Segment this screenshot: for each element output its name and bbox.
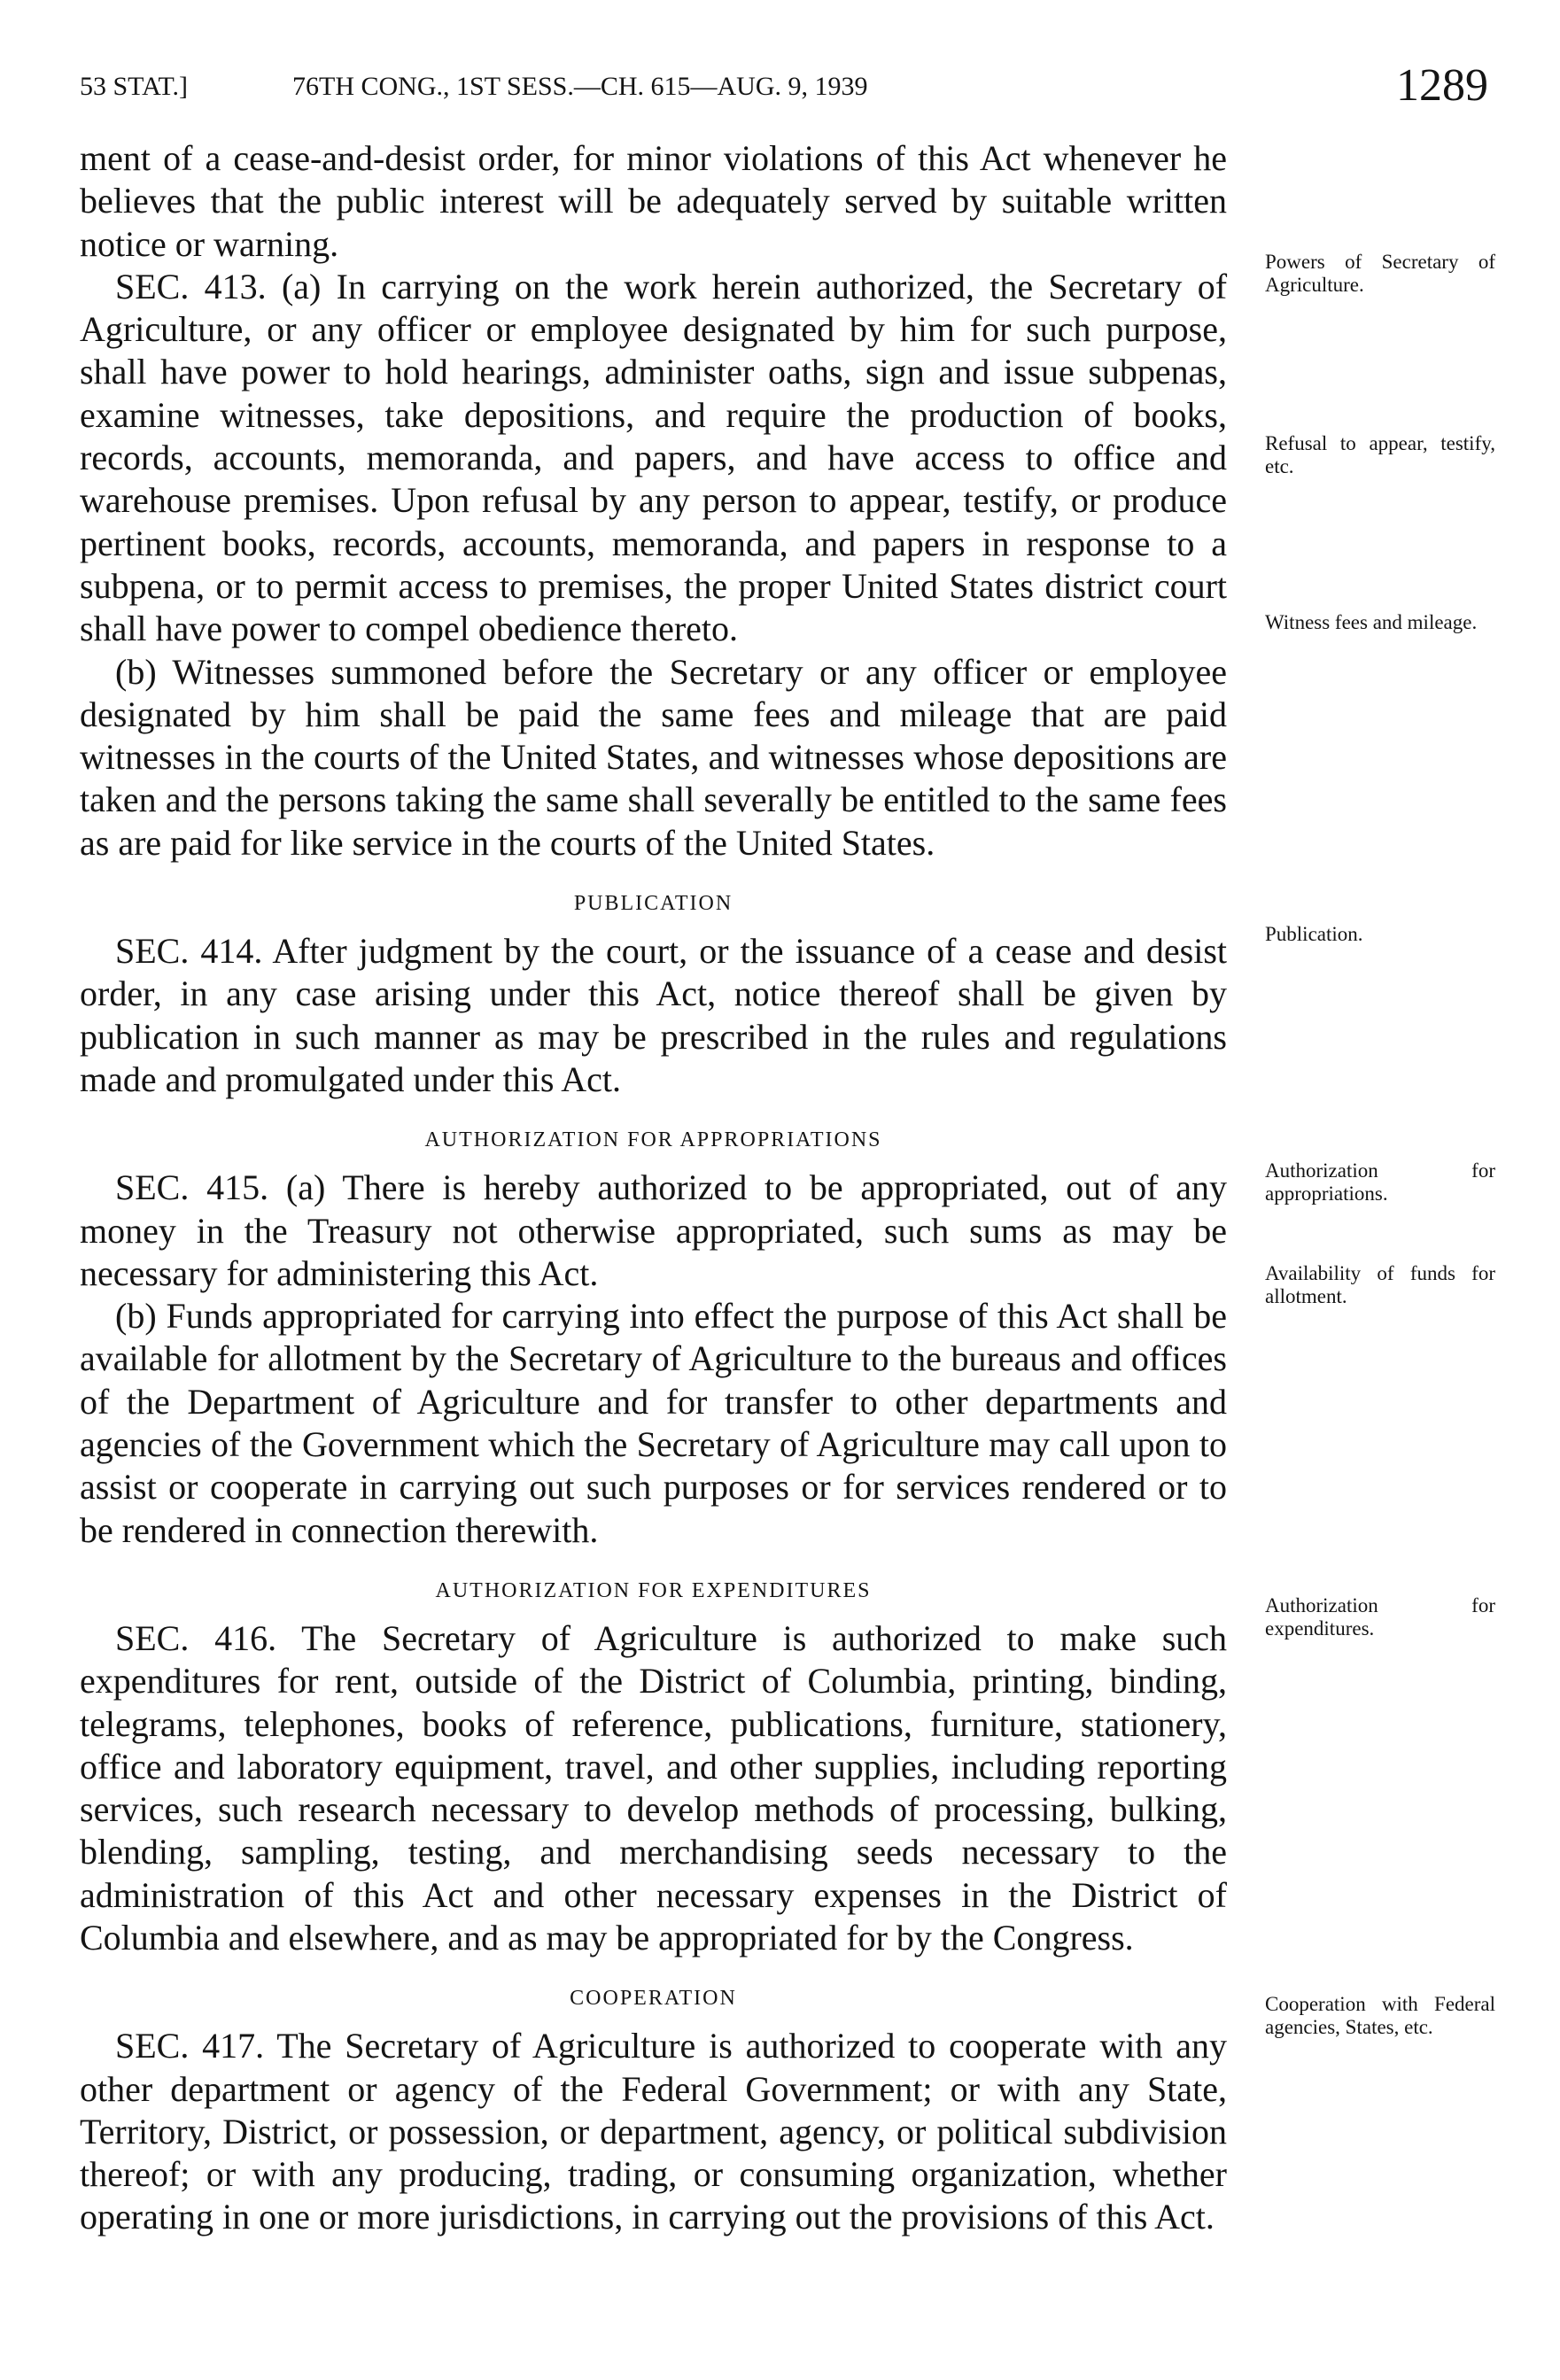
margin-note-powers: Powers of Secretary of Agriculture. — [1265, 251, 1495, 296]
section-414 — [80, 930, 1227, 1101]
margin-note-publication: Publication. — [1265, 923, 1363, 945]
margin-note-authorization: Authorization for appropriations. — [1265, 1159, 1495, 1205]
heading-appropriations: AUTHORIZATION FOR APPROPRIATIONS — [424, 1128, 882, 1152]
section-text: The Secretary of Agriculture is authorized to cooperate with any other department or agency of the Federal Government; or with any State, Territory, District, or possession, or department, agency, or political subdivision thereof; or with any producing, trading, or consuming organization, whether operating in one or more jurisdictions, in carrying out the provisions of this Act. — [80, 2026, 1228, 2237]
section-415-a — [80, 1167, 1227, 1295]
page-header — [80, 60, 1488, 120]
heading-expenditures: AUTHORIZATION FOR EXPENDITURES — [435, 1578, 872, 1602]
statute-volume: 53 STAT.] — [80, 72, 189, 101]
heading-cooperation: COOPERATION — [570, 1987, 737, 2011]
statute-text — [80, 137, 1227, 2239]
margin-note-cooperation: Cooperation with Federal agencies, States, etc. — [1265, 1993, 1495, 2038]
section-417 — [80, 2025, 1227, 2238]
section-413-b: (b) Witnesses summoned before the Secretary or any officer or employee designated by him shall be paid the same fees and mileage that are paid witnesses in the courts of the United States, and witnesses whose depositions are taken and the persons taking the same shall severally be entitled to the same fees as are paid for like service in the courts of the United States. — [80, 651, 1227, 863]
section-416 — [80, 1617, 1227, 1959]
margin-note-expenditures: Authorization for expenditures. — [1265, 1594, 1495, 1640]
margin-note-availability: Availability of funds for allotment. — [1265, 1262, 1495, 1307]
section-text: The Secretary of Agriculture is authorized to make such expenditures for rent, outside of the District of Columbia, printing, binding, telegrams, telephones, books of reference, publications, furniture, stationery, office and laboratory equipment, travel, and other supplies, including reporting services, such research necessary to develop methods of processing, bulking, blending, sampling, testing, and merchandising seeds necessary to the administration of this Act and other necessary expenses in the District of Columbia and elsewhere, and as may be appropriated for by the Congress. — [80, 1617, 1228, 1957]
section-label: SEC. 414. — [115, 931, 263, 972]
congress-session-chapter: 76TH CONG., 1ST SESS.—CH. 615—AUG. 9, 1939 — [292, 72, 868, 101]
section-415-b: (b) Funds appropriated for carrying into effect the purpose of this Act shall be available for allotment by the Secretary of Agriculture to the bureaus and offices of the Department of Agriculture and for transfer to other departments and agencies of the Government which the Secretary of Agriculture may call upon to assist or cooperate in carrying out such purposes or for services rendered or to be rendered in connection therewith. — [80, 1296, 1227, 1550]
heading-publication: PUBLICATION — [573, 892, 733, 916]
margin-note-refusal: Refusal to appear, testify, etc. — [1265, 432, 1495, 477]
page-number: 1289 — [1396, 60, 1488, 111]
section-label: SEC. 413. — [115, 266, 267, 306]
margin-note-witness: Witness fees and mileage. — [1265, 611, 1478, 633]
section-label: SEC. 417. — [115, 2026, 265, 2066]
section-text: After judgment by the court, or the issuance of a cease and desist order, in any case arising under this Act, notice thereof shall be given by publication in such manner as may be prescribed in the rules and regulations made and promulgated under this Act. — [80, 931, 1227, 1099]
section-text: (a) There is hereby authorized to be appropriated, out of any money in the Treasury not otherwise appropriated, such sums as may be necessary for administering this Act. — [80, 1167, 1228, 1293]
continuation-paragraph: ment of a cease-and-desist order, for minor violations of this Act whenever he believes that the public interest will be adequately served by suitable written notice or warning. — [80, 138, 1227, 264]
section-413-a — [80, 266, 1227, 651]
section-text: (a) In carrying on the work herein authorized, the Secretary of Agriculture, or any officer or employee designated by him for such purpose, shall have power to hold hearings, administer oaths, sign and issue subpenas, examine witnesses, take depositions, and require the production of books, records, accounts, memoranda, and papers, and have access to office and warehouse premises. Upon refusal by any person to appear, testify, or produce pertinent books, records, accounts, memoranda, and papers in response to a subpena, or to permit access to premises, the proper United States district court shall have power to compel obedience thereto. — [80, 266, 1228, 649]
section-label: SEC. 415. — [115, 1167, 269, 1208]
section-label: SEC. 416. — [115, 1617, 277, 1658]
